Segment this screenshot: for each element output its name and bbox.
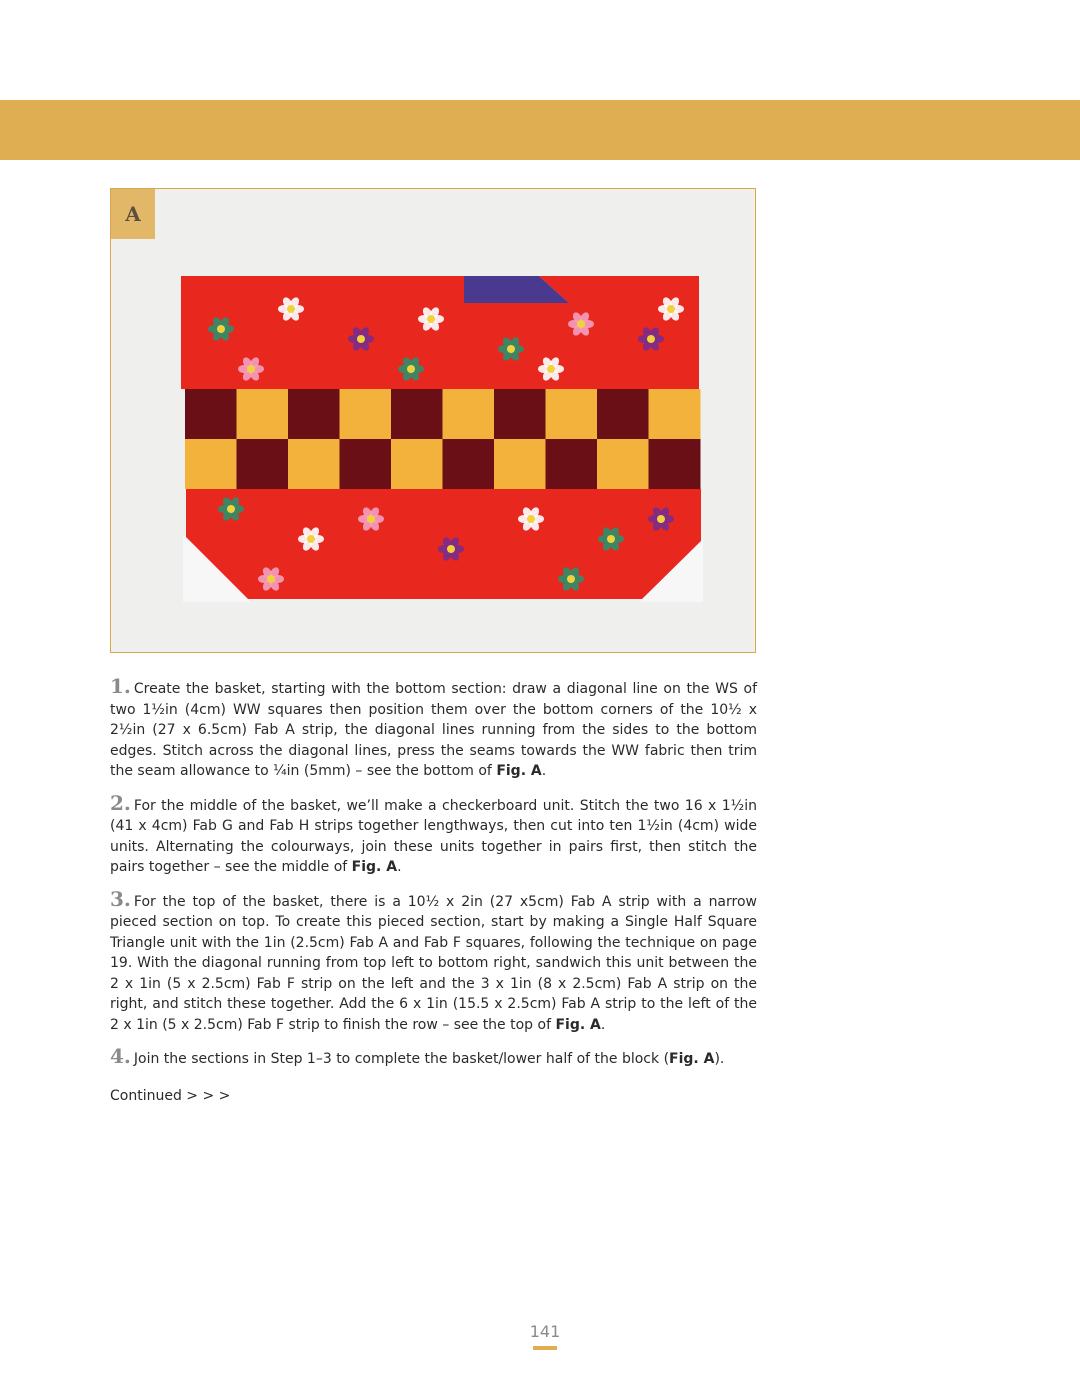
step-text: . <box>600 1016 606 1033</box>
figure-reference: Fig. A <box>496 763 542 779</box>
step-2 <box>110 790 757 878</box>
top-strip-fab-a-right <box>569 276 699 303</box>
top-strip-fab-a-left <box>181 276 464 303</box>
flower-center <box>607 535 615 543</box>
basket-block-image <box>111 189 756 653</box>
step-text: ). <box>714 1051 725 1067</box>
flower-center <box>357 335 365 343</box>
checker-square <box>185 439 237 489</box>
step-1 <box>110 676 757 782</box>
page-number-rule <box>533 1346 557 1350</box>
checker-square <box>546 389 598 439</box>
step-number: 1. <box>110 674 131 698</box>
checker-square <box>391 389 443 439</box>
checker-square <box>185 389 237 439</box>
checker-square <box>649 389 701 439</box>
checker-square <box>340 389 392 439</box>
checker-square <box>237 439 289 489</box>
flower-center <box>247 365 255 373</box>
step-text: Create the basket, starting with the bottom section: draw a diagonal line on the WS of two 1½in (4cm) WW squares then position them over the bottom corners of the 10½ x 2½in (27 x 6.5cm) Fab A strip, the diagonal lines running from the sides to the bottom edges. Stitch across the diagonal lines, press the seams towards the WW fabric then trim the seam allowance to ¼in (5mm) – see the bottom of <box>110 681 757 779</box>
checker-square <box>494 439 546 489</box>
flower-center <box>647 335 655 343</box>
step-number: 3. <box>110 886 131 911</box>
checker-square <box>597 389 649 439</box>
instructions <box>110 676 757 1106</box>
checker-square <box>597 439 649 489</box>
flower-center <box>307 535 315 543</box>
flower-center <box>547 365 555 373</box>
flower-center <box>217 325 225 333</box>
checker-square <box>443 389 495 439</box>
figure-reference: Fig. A <box>669 1051 715 1067</box>
checker-square <box>494 389 546 439</box>
flower-center <box>577 320 585 328</box>
flower-center <box>657 515 665 523</box>
step-text: Join the sections in Step 1–3 to complete the basket/lower half of the block ( <box>133 1051 670 1067</box>
steps-list <box>110 676 757 1070</box>
flower-center <box>367 515 375 523</box>
flower-center <box>287 305 295 313</box>
flower-center <box>407 365 415 373</box>
checker-square <box>391 439 443 489</box>
flower-center <box>667 305 675 313</box>
figure-label: A <box>111 189 155 239</box>
page-number: 141 <box>529 1322 561 1341</box>
step-4 <box>110 1046 757 1070</box>
checker-square <box>546 439 598 489</box>
continued-text: Continued > > > <box>110 1087 231 1104</box>
flower-center <box>267 575 275 583</box>
checker-square <box>288 439 340 489</box>
flower-center <box>567 575 575 583</box>
flower-center <box>427 315 435 323</box>
step-3 <box>110 886 757 1036</box>
checkerboard-unit <box>185 389 701 489</box>
step-text: . <box>397 859 402 875</box>
figure-reference: Fig. A <box>555 1016 601 1033</box>
step-text: For the middle of the basket, we’ll make a checkerboard unit. Stitch the two 16 x 1½in (41 x 4cm) Fab G and Fab H strips together lengthways, then cut into ten 1½in (4cm) wide units. Alternating the colourways, join these units together in pairs first, then stitch the pairs together – see the middle of <box>110 797 757 875</box>
figure-reference: Fig. A <box>351 859 398 875</box>
flower-center <box>527 515 535 523</box>
checker-square <box>237 389 289 439</box>
figure-a-photo <box>110 188 756 653</box>
flower-center <box>507 345 515 353</box>
checker-square <box>340 439 392 489</box>
checker-square <box>443 439 495 489</box>
top-strip-fab-f <box>464 276 539 303</box>
header-color-band <box>0 100 1080 160</box>
step-text: . <box>541 763 547 779</box>
step-number: 2. <box>110 790 131 815</box>
checker-square <box>649 439 701 489</box>
checker-square <box>288 389 340 439</box>
step-number: 4. <box>110 1044 131 1068</box>
flower-center <box>447 545 455 553</box>
flower-center <box>227 505 235 513</box>
step-text: For the top of the basket, there is a 10½ x 2in (27 x5cm) Fab A strip with a narrow pieced section on top. To create this pieced section, start by making a Single Half Square Triangle unit with the 1in (2.5cm) Fab A and Fab F squares, following the technique on page 19. With the diagonal running from top left to bottom right, sandwich this unit between the 2 x 1in (5 x 2.5cm) Fab F strip on the left and the 3 x 1in (8 x 2.5cm) Fab A strip on the right, and stitch these together. Add the 6 x 1in (15.5 x 2.5cm) Fab A strip to the left of the 2 x 1in (5 x 2.5cm) Fab F strip to finish the row – see the top of <box>110 893 757 1033</box>
